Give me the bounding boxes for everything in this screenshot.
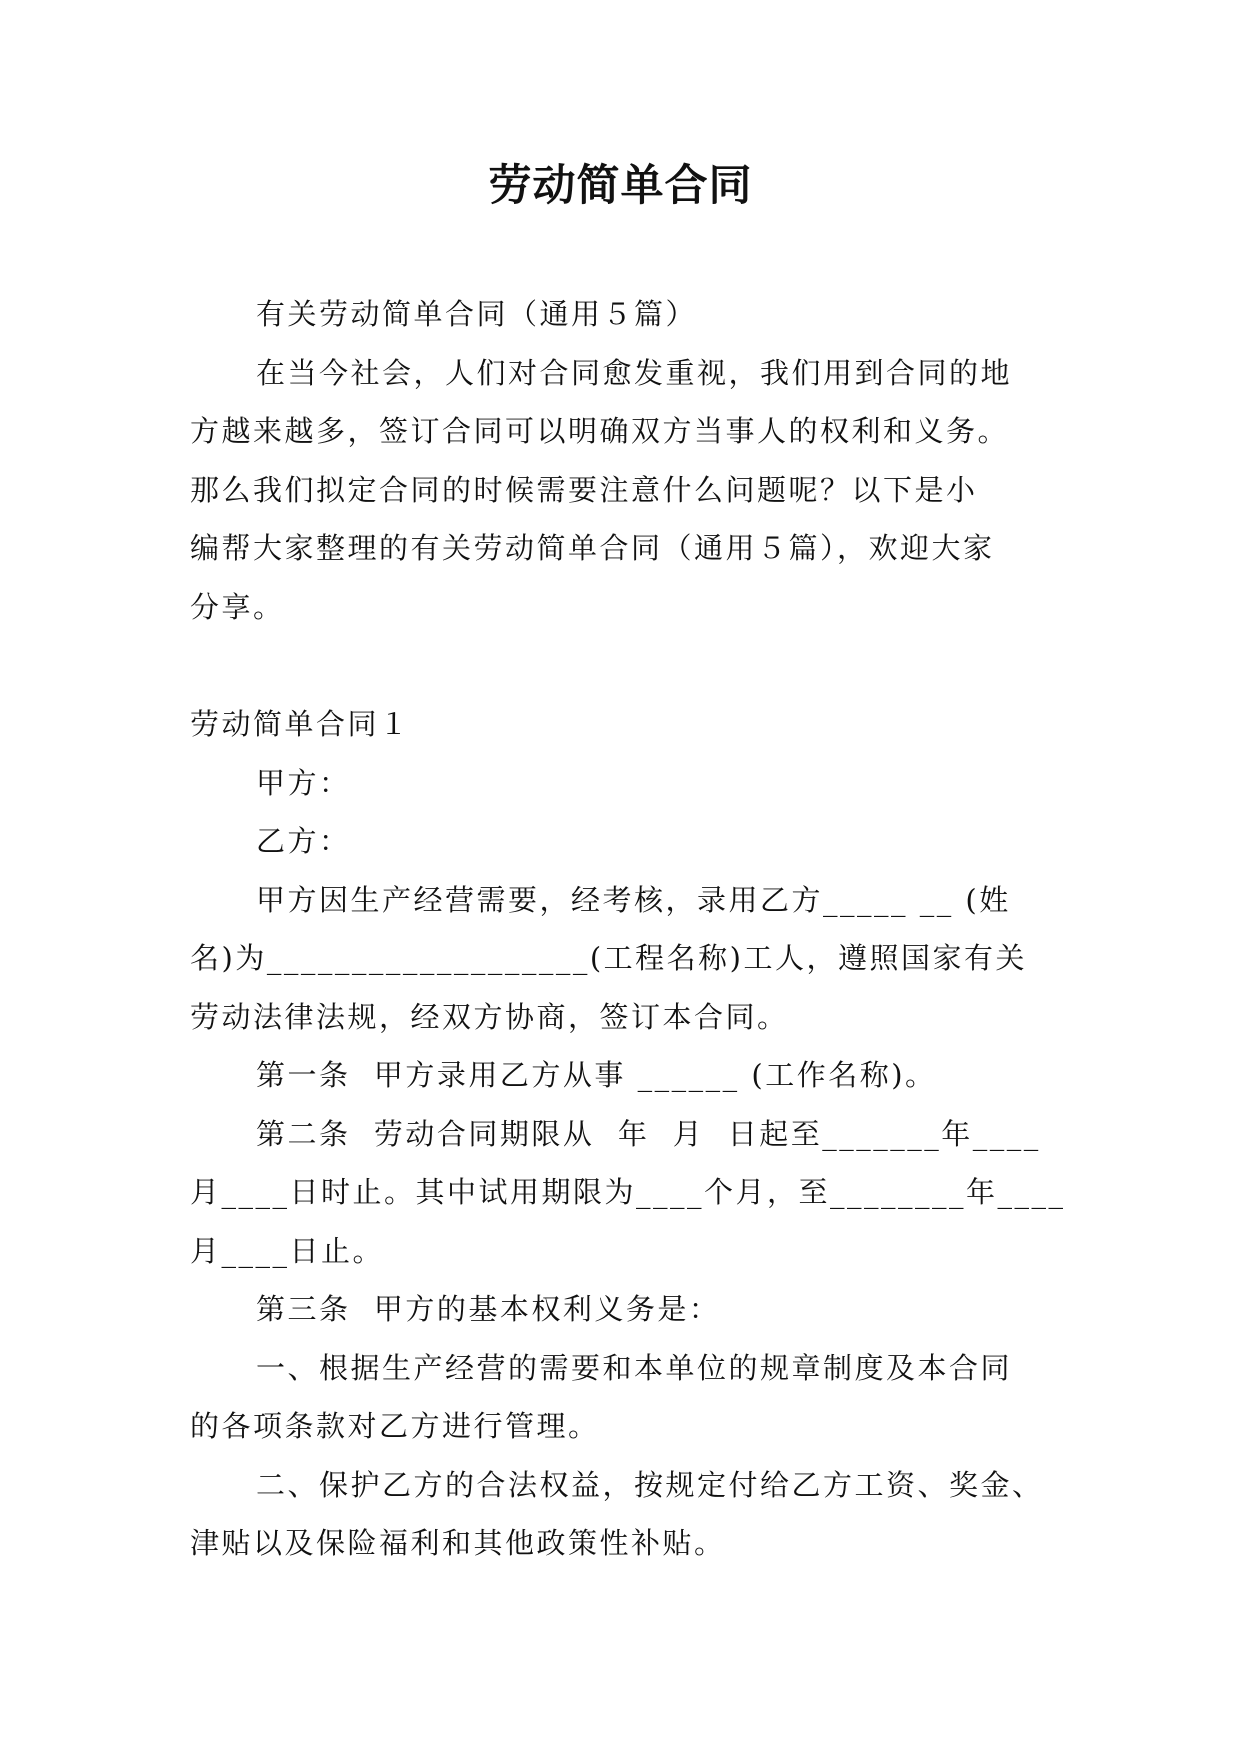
section-heading: 劳动简单合同１ xyxy=(190,707,411,741)
paragraph-line: 的各项条款对乙方进行管理。 xyxy=(190,1409,600,1443)
article-3-line: 第三条 甲方的基本权利义务是： xyxy=(256,1292,721,1326)
paragraph-line: 分享。 xyxy=(190,590,285,624)
document-title: 劳动简单合同 xyxy=(488,161,753,211)
paragraph-line: 名)为___________________(工程名称)工人，遵照国家有关 xyxy=(190,941,1027,975)
paragraph-line: 编帮大家整理的有关劳动简单合同（通用５篇），欢迎大家 xyxy=(190,531,995,565)
paragraph-line: 一、根据生产经营的需要和本单位的规章制度及本合同 xyxy=(256,1351,1013,1385)
paragraph-line: 月____日时止。其中试用期限为____个月，至________年____ xyxy=(190,1175,1066,1209)
article-2-line: 第二条 劳动合同期限从 年 月 日起至_______年____ xyxy=(256,1117,1041,1151)
intro-heading: 有关劳动简单合同（通用５篇） xyxy=(256,297,698,331)
paragraph-line: 月____日止。 xyxy=(190,1234,385,1268)
paragraph-line: 在当今社会，人们对合同愈发重视，我们用到合同的地 xyxy=(256,356,1013,390)
paragraph-line: 甲方因生产经营需要，经考核，录用乙方_____ __ (姓 xyxy=(256,883,1011,917)
party-a-line: 甲方： xyxy=(256,766,351,800)
paragraph-line: 二、保护乙方的合法权益，按规定付给乙方工资、奖金、 xyxy=(256,1468,1044,1502)
party-b-line: 乙方： xyxy=(256,824,351,858)
paragraph-line: 方越来越多，签订合同可以明确双方当事人的权利和义务。 xyxy=(190,414,1010,448)
paragraph-line: 劳动法律法规，经双方协商，签订本合同。 xyxy=(190,1000,789,1034)
paragraph-line: 那么我们拟定合同的时候需要注意什么问题呢？以下是小 xyxy=(190,473,978,507)
paragraph-line: 津贴以及保险福利和其他政策性补贴。 xyxy=(190,1526,726,1560)
article-1-line: 第一条 甲方录用乙方从事 ______ (工作名称)。 xyxy=(256,1058,937,1092)
